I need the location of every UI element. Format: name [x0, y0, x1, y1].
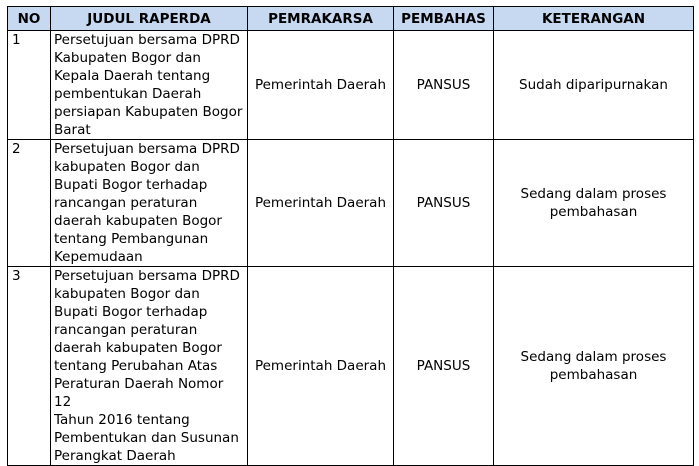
judul-line: Kabupaten Bogor dan	[54, 50, 201, 66]
judul-cell	[51, 31, 248, 140]
header-keterangan: KETERANGAN	[494, 7, 694, 31]
header-row	[8, 7, 694, 31]
judul-line: rancangan peraturan	[54, 322, 198, 338]
keterangan-line: Sudah diparipurnakan	[519, 77, 668, 93]
judul-line: Peraturan Daerah Nomor 12	[54, 376, 224, 410]
judul-line: Tahun 2016 tentang	[54, 412, 190, 428]
judul-cell	[51, 140, 248, 267]
pemrakarsa-cell: Pemerintah Daerah	[248, 140, 394, 267]
pemrakarsa-cell: Pemerintah Daerah	[248, 267, 394, 466]
pemrakarsa-cell: Pemerintah Daerah	[248, 31, 394, 140]
table-row	[8, 267, 694, 466]
judul-line: Kepala Daerah tentang	[54, 68, 211, 84]
judul-line: Persetujuan bersama DPRD	[54, 141, 240, 157]
keterangan-cell	[494, 140, 694, 267]
judul-line: tentang Pembangunan	[54, 231, 209, 247]
header-no: NO	[8, 7, 51, 31]
judul-line: kabupaten Bogor dan	[54, 159, 200, 175]
judul-line: Persetujuan bersama DPRD	[54, 32, 240, 48]
keterangan-cell	[494, 267, 694, 466]
pembahas-cell: PANSUS	[394, 140, 494, 267]
keterangan-line: Sedang dalam proses	[520, 186, 667, 202]
judul-line: Perangkat Daerah	[54, 448, 176, 464]
pembahas-cell: PANSUS	[394, 267, 494, 466]
judul-line: Barat	[54, 122, 91, 138]
judul-line: persiapan Kabupaten Bogor	[54, 104, 243, 120]
header-judul-raperda: JUDUL RAPERDA	[51, 7, 248, 31]
judul-line: Bupati Bogor terhadap	[54, 304, 208, 320]
table-row	[8, 31, 694, 140]
table-row	[8, 140, 694, 267]
keterangan-line: pembahasan	[549, 367, 638, 383]
judul-line: Persetujuan bersama DPRD	[54, 268, 240, 284]
judul-line: tentang Perubahan Atas	[54, 358, 218, 374]
keterangan-line: pembahasan	[549, 204, 638, 220]
keterangan-line: Sedang dalam proses	[520, 349, 667, 365]
keterangan-cell	[494, 31, 694, 140]
judul-line: daerah kabupaten Bogor	[54, 213, 222, 229]
judul-line: Kepemudaan	[54, 249, 143, 265]
row-number: 3	[8, 267, 51, 466]
judul-line: daerah kabupaten Bogor	[54, 340, 222, 356]
judul-line: rancangan peraturan	[54, 195, 198, 211]
header-pembahas: PEMBAHAS	[394, 7, 494, 31]
row-number: 2	[8, 140, 51, 267]
judul-line: pembentukan Daerah	[54, 86, 202, 102]
row-number: 1	[8, 31, 51, 140]
pembahas-cell: PANSUS	[394, 31, 494, 140]
raperda-table	[7, 6, 694, 466]
judul-line: kabupaten Bogor dan	[54, 286, 200, 302]
header-pemrakarsa: PEMRAKARSA	[248, 7, 394, 31]
judul-cell	[51, 267, 248, 466]
judul-line: Bupati Bogor terhadap	[54, 177, 208, 193]
judul-line: Pembentukan dan Susunan	[54, 430, 239, 446]
